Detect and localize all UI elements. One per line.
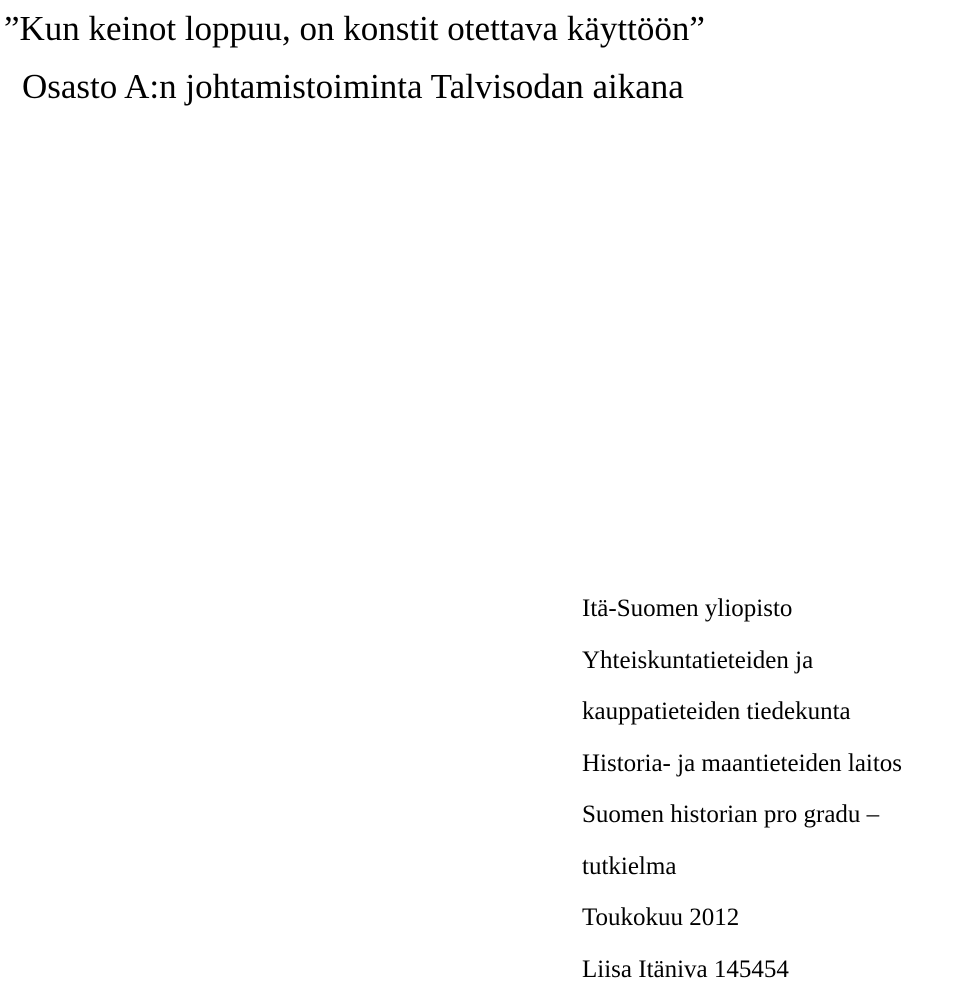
submission-date: Toukokuu 2012 — [582, 892, 960, 944]
author-name-and-id: Liisa Itäniva 145454 — [582, 944, 960, 995]
department-name: Historia- ja maantieteiden laitos — [582, 738, 960, 790]
faculty-name-line-2: kauppatieteiden tiedekunta — [582, 686, 960, 738]
title-block — [4, 0, 954, 116]
university-name: Itä-Suomen yliopisto — [582, 583, 960, 635]
thesis-subtitle: Osasto A:n johtamistoiminta Talvisodan aikana — [4, 58, 954, 116]
faculty-name-line-1: Yhteiskuntatieteiden ja — [582, 635, 960, 687]
thesis-type-line-1: Suomen historian pro gradu – — [582, 789, 960, 841]
thesis-info-block — [582, 583, 960, 995]
thesis-title: ”Kun keinot loppuu, on konstit otettava käyttöön” — [4, 0, 954, 58]
thesis-type-line-2: tutkielma — [582, 841, 960, 893]
